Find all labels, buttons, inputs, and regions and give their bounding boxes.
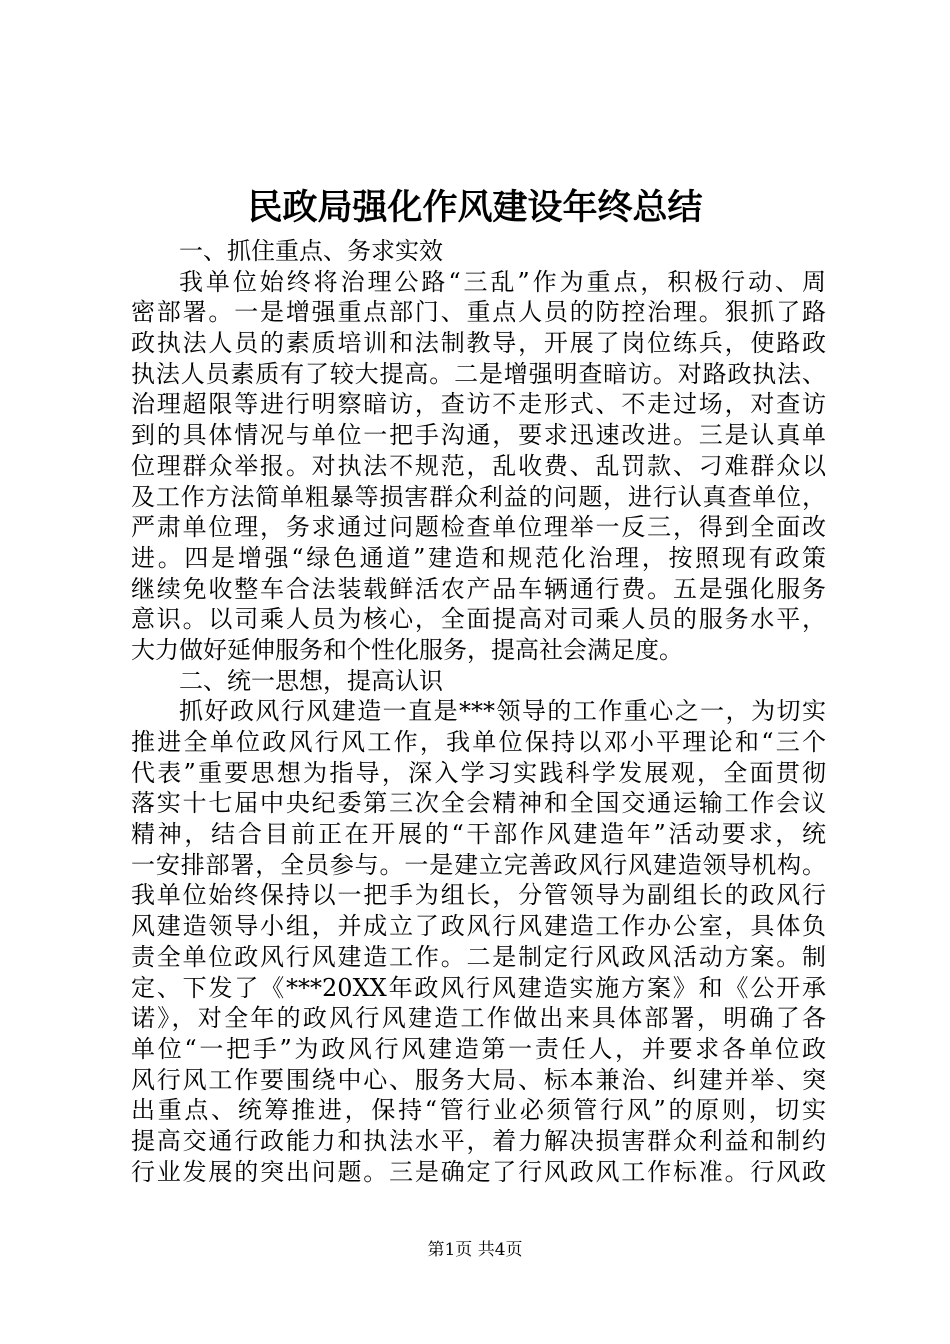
text-line: 进。四是增强“绿色通道”建造和规范化治理，按照现有政策 — [131, 543, 826, 572]
text-line: 行业发展的突出问题。三是确定了行风政风工作标准。行风政 — [131, 1157, 826, 1186]
text-line: 我单位始终将治理公路“三乱”作为重点，积极行动、周 — [179, 267, 826, 296]
text-line: 抓好政风行风建造一直是***领导的工作重心之一，为切实 — [179, 697, 826, 726]
text-line: 到的具体情况与单位一把手沟通，要求迅速改进。三是认真单 — [131, 421, 826, 450]
text-line: 出重点、统筹推进，保持“管行业必须管行风”的原则，切实 — [131, 1096, 826, 1125]
text-line: 提高交通行政能力和执法水平，着力解决损害群众利益和制约 — [131, 1126, 826, 1155]
text-line: 代表”重要思想为指导，深入学习实践科学发展观，全面贯彻 — [131, 758, 826, 787]
text-line: 政执法人员的素质培训和法制教导，开展了岗位练兵，使路政 — [131, 329, 826, 358]
text-line: 治理超限等进行明察暗访，查访不走形式、不走过场，对查访 — [131, 390, 826, 419]
text-line: 风行风工作要围绕中心、服务大局、标本兼治、纠建并举、突 — [131, 1065, 826, 1094]
text-line: 推进全单位政风行风工作，我单位保持以邓小平理论和“三个 — [131, 728, 826, 756]
text-line: 一、抓住重点、务求实效 — [179, 237, 443, 265]
text-line: 落实十七届中央纪委第三次全会精神和全国交通运输工作会议 — [131, 789, 826, 818]
text-line: 继续免收整车合法装载鲜活农产品车辆通行费。五是强化服务 — [131, 574, 826, 603]
text-line: 诺》，对全年的政风行风建造工作做出来具体部署，明确了各 — [131, 1004, 826, 1033]
text-line: 定、下发了《***20XX年政风行风建造实施方案》和《公开承 — [131, 973, 826, 1002]
text-line: 大力做好延伸服务和个性化服务，提高社会满足度。 — [131, 635, 683, 664]
text-line: 严肃单位理，务求通过问题检查单位理举一反三，得到全面改 — [131, 513, 826, 542]
text-line: 及工作方法简单粗暴等损害群众利益的问题，进行认真查单位， — [131, 482, 826, 511]
page-footer: 第1页 共4页 — [427, 1240, 523, 1260]
text-line: 单位“一把手”为政风行风建造第一责任人，并要求各单位政 — [131, 1034, 826, 1063]
text-line: 风建造领导小组，并成立了政风行风建造工作办公室，具体负 — [131, 912, 826, 941]
text-line: 我单位始终保持以一把手为组长，分管领导为副组长的政风行 — [131, 881, 826, 910]
text-line: 密部署。一是增强重点部门、重点人员的防控治理。狠抓了路 — [131, 298, 826, 327]
document-body — [131, 236, 826, 1187]
text-line: 一安排部署，全员参与。一是建立完善政风行风建造领导机构。 — [131, 850, 826, 879]
text-line: 二、统一思想，提高认识 — [179, 666, 443, 695]
document-title: 民政局强化作风建设年终总结 — [247, 187, 703, 228]
text-line: 责全单位政风行风建造工作。二是制定行风政风活动方案。制 — [131, 942, 826, 971]
text-line: 位理群众举报。对执法不规范，乱收费、乱罚款、刁难群众以 — [131, 451, 826, 480]
text-line: 执法人员素质有了较大提高。二是增强明查暗访。对路政执法、 — [131, 359, 826, 388]
text-line: 意识。以司乘人员为核心，全面提高对司乘人员的服务水平， — [131, 605, 826, 634]
text-line: 精神，结合目前正在开展的“干部作风建造年”活动要求，统 — [131, 820, 826, 849]
